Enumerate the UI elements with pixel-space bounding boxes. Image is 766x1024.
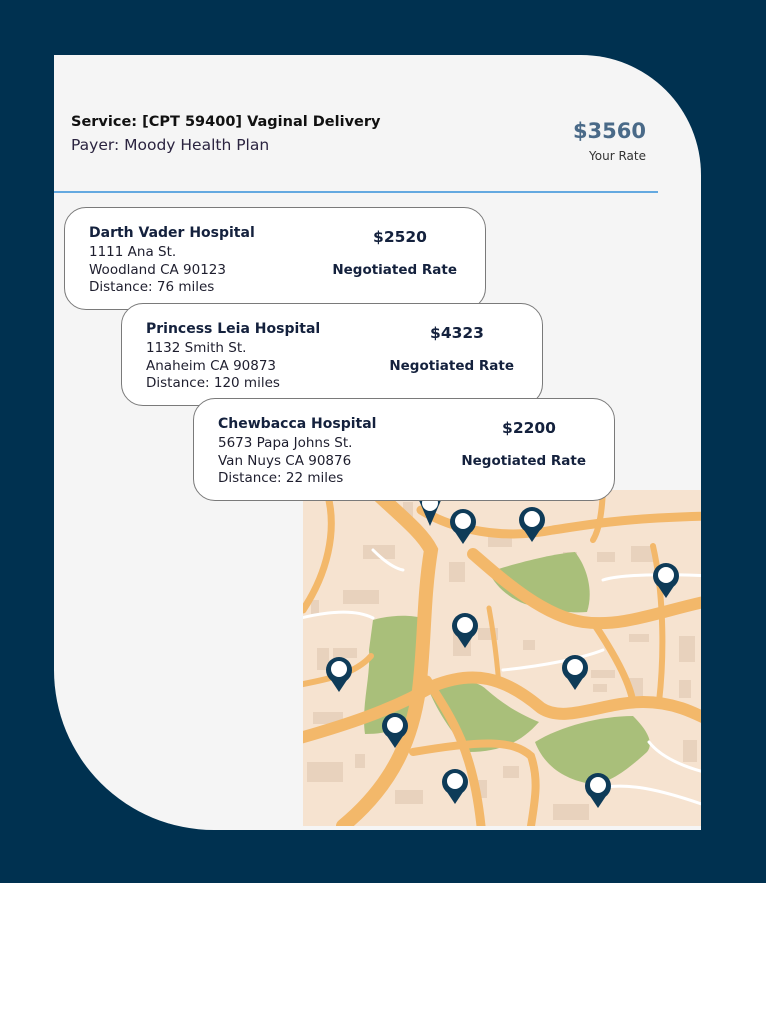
negotiated-rate-value: $4323 <box>430 324 484 342</box>
hospital-card[interactable] <box>64 207 486 310</box>
hospital-distance: Distance: 120 miles <box>146 375 280 391</box>
service-label: Service: [CPT 59400] Vaginal Delivery <box>71 114 381 130</box>
hospital-name: Chewbacca Hospital <box>218 416 377 432</box>
hospital-street: 1111 Ana St. <box>89 244 177 260</box>
payer-label: Payer: Moody Health Plan <box>71 136 270 154</box>
hospital-city: Van Nuys CA 90876 <box>218 452 352 469</box>
hospital-distance: Distance: 22 miles <box>218 470 344 486</box>
negotiated-rate-value: $2200 <box>502 419 556 437</box>
hospital-name: Princess Leia Hospital <box>146 321 321 337</box>
hospital-card[interactable] <box>121 303 543 406</box>
hospital-name: Darth Vader Hospital <box>89 225 255 241</box>
your-rate-value: $3560 <box>572 119 646 143</box>
your-rate-caption: Your Rate <box>589 149 646 163</box>
hospital-address <box>218 435 352 488</box>
negotiated-rate-caption: Negotiated Rate <box>389 358 514 374</box>
hospital-street: 1132 Smith St. <box>146 340 247 356</box>
negotiated-rate-caption: Negotiated Rate <box>461 453 586 469</box>
hospital-card[interactable] <box>193 398 615 501</box>
hospital-city: Anaheim CA 90873 <box>146 357 277 374</box>
header-divider <box>54 191 658 193</box>
map-view[interactable] <box>303 490 701 826</box>
hospital-address <box>89 244 226 297</box>
hospital-street: 5673 Papa Johns St. <box>218 435 353 451</box>
hospital-address <box>146 340 280 393</box>
negotiated-rate-caption: Negotiated Rate <box>332 262 457 278</box>
hospital-distance: Distance: 76 miles <box>89 279 215 295</box>
negotiated-rate-value: $2520 <box>373 228 427 246</box>
hospital-city: Woodland CA 90123 <box>89 261 226 278</box>
